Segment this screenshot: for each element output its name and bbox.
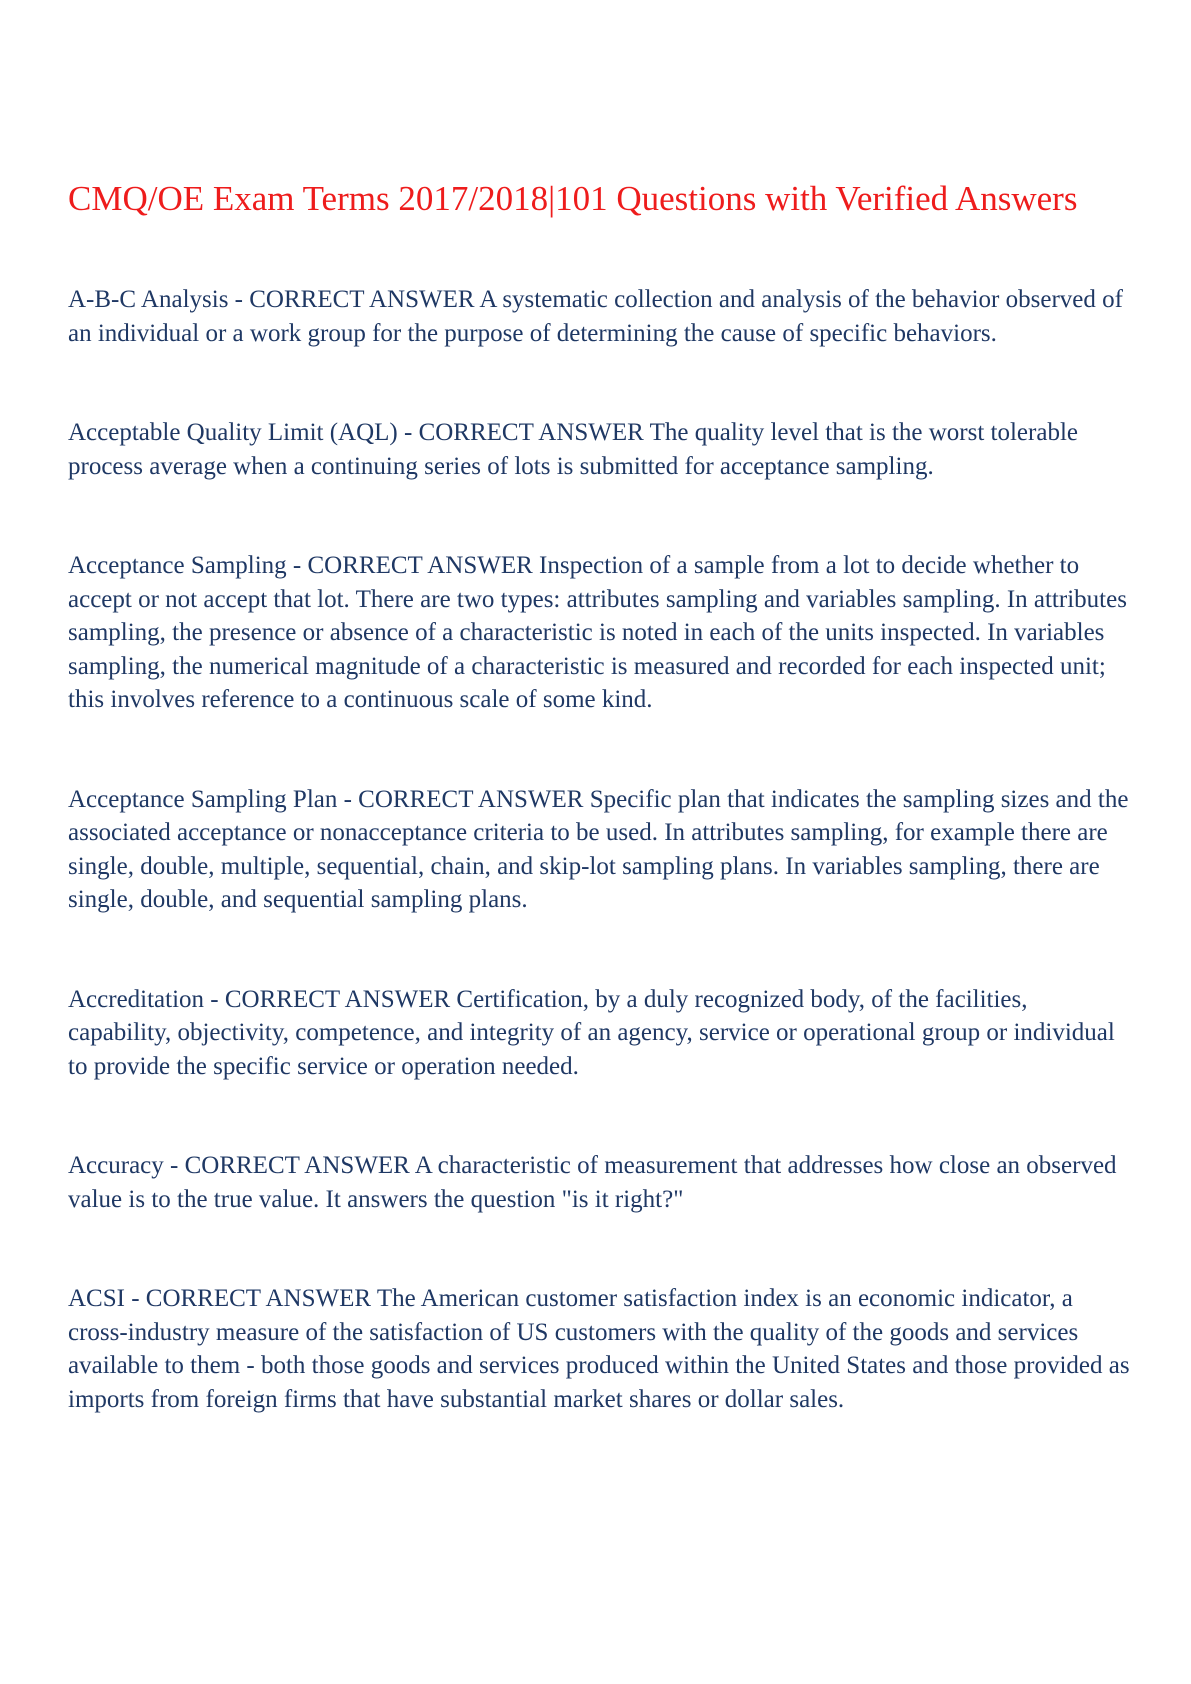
term-list [68,283,1133,1482]
term-entry-accuracy: Accuracy - CORRECT ANSWER A characteristic of measurement that addresses how close an observed value is to the true value. It answers the question "is it right?" [68,1152,1117,1213]
term-entry-aql: Acceptable Quality Limit (AQL) - CORRECT ANSWER The quality level that is the worst tolerable process average when a continuing series of lots is submitted for acceptance sampling. [68,419,1078,480]
term-entry-acceptance-sampling: Acceptance Sampling - CORRECT ANSWER Inspection of a sample from a lot to decide whether to accept or not accept that lot. There are two types: attributes sampling and variables sampling. In attributes sampling, the presence or absence of a characteristic is noted in each of the units inspected. In variables sampling, the numerical magnitude of a characteristic is measured and recorded for each inspected unit; this involves reference to a continuous scale of some kind. [68,552,1127,713]
term-entry-acceptance-sampling-plan: Acceptance Sampling Plan - CORRECT ANSWER Specific plan that indicates the sampling sizes and the associated acceptance or nonacceptance criteria to be used. In attributes sampling, for example there are single, double, multiple, sequential, chain, and skip-lot sampling plans. In variables sampling, there are single, double, and sequential sampling plans. [68,785,1129,913]
document-title: CMQ/OE Exam Terms 2017/2018|101 Questions with Verified Answers [68,179,1078,218]
term-entry-acsi: ACSI - CORRECT ANSWER The American customer satisfaction index is an economic indicator, a cross-industry measure of the satisfaction of US customers with the quality of the goods and services available to them - both those goods and services produced within the United States and those provided as imports from foreign firms that have substantial market shares or dollar sales. [68,1285,1130,1413]
term-entry-accreditation: Accreditation - CORRECT ANSWER Certification, by a duly recognized body, of the facilities, capability, objectivity, competence, and integrity of an agency, service or operational group or individual to provide the specific service or operation needed. [68,985,1115,1080]
term-entry-abc-analysis: A-B-C Analysis - CORRECT ANSWER A systematic collection and analysis of the behavior observed of an individual or a work group for the purpose of determining the cause of specific behaviors. [68,286,1123,347]
